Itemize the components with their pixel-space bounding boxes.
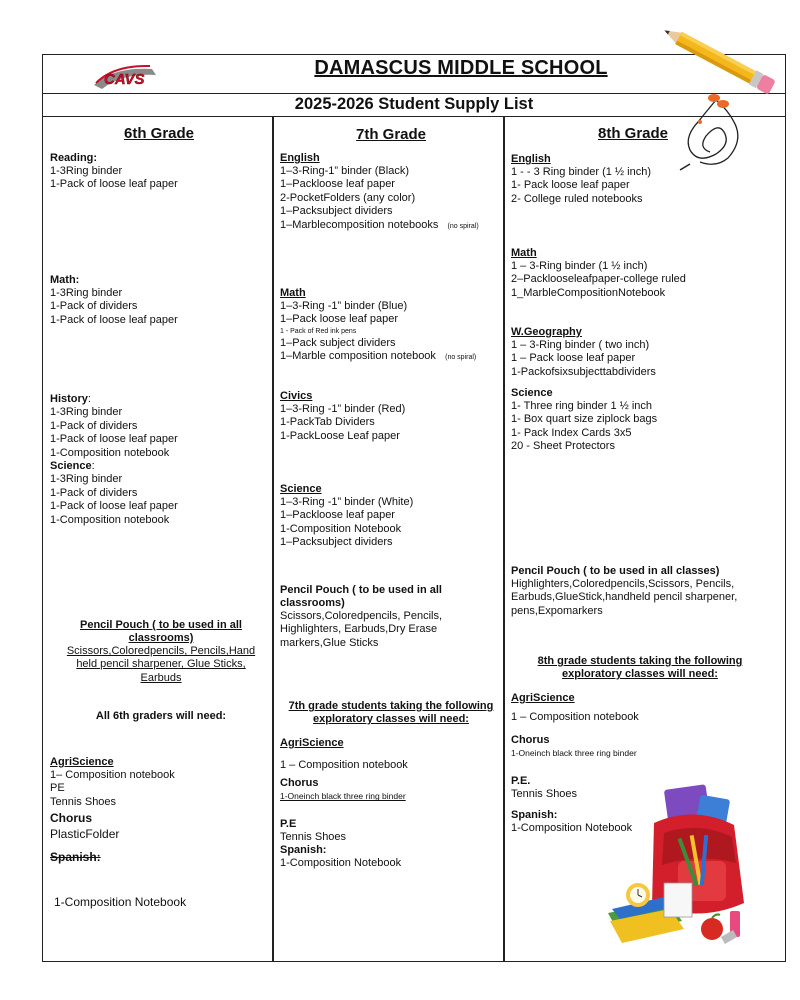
section-label: Math [280,287,306,299]
page-title: 2025-2026 Student Supply List [294,95,534,113]
grade8-heading: 8th Grade [597,125,669,142]
grade6-exploratory [50,756,272,864]
list-item: 1 – 3-Ring binder (1 ½ inch) [511,260,648,272]
list-item: Tennis Shoes [511,787,578,800]
grade7-english [280,152,502,233]
list-item: 2–Packlooseleafpaper-college ruled [511,273,686,286]
exploratory-text: 8th grade students taking the following exploratory classes will need: [537,655,743,680]
pouch-items: Scissors,Coloredpencils, Pencils, Highlighters, Earbuds,Dry Erase markers,Glue Sticks [280,610,443,649]
list-item: 1–3-Ring -1” binder (White) [280,496,414,508]
list-item: 1-Composition notebook [50,446,170,459]
list-item: 1–Packsubject dividers [280,205,393,218]
list-item: Tennis Shoes [50,795,117,808]
list-item: 1–Pack loose leaf paper [280,313,399,326]
list-item: 1-Oneinch black three ring binder [511,748,637,759]
list-item: 1–Marblecomposition notebooks [280,218,439,231]
list-item: 1-Composition Notebook [54,895,187,909]
list-item: 1-Composition Notebook [280,857,402,870]
list-item: 1 – Pack loose leaf paper [511,352,636,365]
grade6-all-need [50,710,272,723]
grade8-exploratory [511,692,781,836]
exploratory-text: 7th grade students taking the following exploratory classes will need: [288,700,494,725]
section-label: Spanish: [50,850,101,865]
grade6-pencil-pouch [50,619,272,685]
pouch-items: Highlighters,Coloredpencils,Scissors, Pencils, Earbuds,GlueStick,handheld pencil sharpener, pens,Expomarkers [511,578,738,617]
section-label: Spanish: [280,844,327,857]
pouch-items: Scissors,Coloredpencils, Pencils,Hand held pencil sharpener, Glue Sticks, Earbuds [66,645,256,684]
list-item: 1 – 3-Ring binder ( two inch) [511,339,650,351]
pouch-title: Pencil Pouch ( to be used in all classes) [511,565,720,577]
list-item: 1-Composition notebook [50,513,170,526]
grade6-spanish-item [54,896,276,909]
list-item: 1–3-Ring -1” binder (Blue) [280,300,408,312]
list-item: 1-Pack of loose leaf paper [50,178,178,191]
section-label: Chorus [280,777,319,790]
list-item: 1-Pack of loose leaf paper [50,313,178,326]
grade8-geography [511,326,781,379]
logo-text: CAVS [104,71,145,88]
grade7-math [280,287,502,365]
pouch-title: Pencil Pouch ( to be used in all classrooms) [80,619,242,644]
grade7-exploratory-note [280,700,502,726]
grade7-heading: 7th Grade [355,126,427,143]
grade8-exploratory-note [511,655,769,681]
list-item: PlasticFolder [50,827,120,842]
grade7-civics [280,390,502,443]
grade8-science [511,387,781,454]
all-need-text: All 6th graders will need: [95,710,227,722]
list-item: 1–3-Ring -1” binder (Red) [280,403,406,415]
grade6-history-science [50,393,272,527]
section-label: English [280,152,320,164]
school-name: DAMASCUS MIDDLE SCHOOL [314,57,608,79]
note: (no spiral) [445,354,477,362]
list-item: 1–3-Ring-1” binder (Black) [280,165,409,177]
section-label: W.Geography [511,326,582,338]
list-item: 1-Packofsixsubjecttabdividers [511,365,656,378]
list-item: 1- Pack loose leaf paper [511,179,630,192]
section-label: AgriScience [280,737,344,749]
subtitle-divider [42,116,786,117]
grade7-science [280,483,502,550]
section-label: English [511,153,551,165]
list-item: 1-3Ring binder [50,473,123,486]
grade7-exploratory [280,737,502,871]
list-item: 1–Marble composition notebook [280,350,436,363]
pouch-title: Pencil Pouch ( to be used in all classrooms) [280,584,442,609]
section-label: P.E. [511,774,531,787]
section-label: AgriScience [511,692,575,704]
section-label: Spanish: [511,809,558,822]
section-label: Science [50,460,92,473]
list-item: 1 – Composition notebook [280,759,408,771]
list-item: 1 - - 3 Ring binder (1 ½ inch) [511,166,652,178]
grade6-reading [50,152,272,192]
list-item: 1– Composition notebook [50,769,175,781]
list-item: 1–Pack subject dividers [280,336,396,349]
section-label: Civics [280,390,313,402]
note: (no spiral) [447,222,479,230]
section-label: Chorus [50,811,92,826]
section-label: Math [511,247,537,259]
section-label: Science [511,387,553,399]
list-item: 1-3Ring binder [50,165,123,177]
list-item: 1-PackTab Dividers [280,416,375,429]
list-item: 1-PackLoose Leaf paper [280,429,400,442]
list-item: 1-Pack of dividers [50,300,138,313]
list-item: 1-Composition Notebook [511,822,633,835]
list-item: 1 - Pack of Red ink pens [280,327,357,335]
list-item: 1-3Ring binder [50,406,123,419]
list-item: 1-Pack of dividers [50,419,138,432]
list-item: 1 – Composition notebook [511,711,639,723]
list-item: 2-PocketFolders (any color) [280,191,416,204]
list-item: 1–Packloose leaf paper [280,509,395,522]
list-item: 1–Packsubject dividers [280,536,393,549]
section-label: Math: [50,274,80,286]
grade8-english [511,153,781,206]
list-item: 1-Pack of loose leaf paper [50,500,178,513]
list-item: 1-Pack of loose leaf paper [50,433,178,446]
grade8-pencil-pouch [511,565,751,618]
column-divider-2 [503,116,505,962]
list-item: 1- Three ring binder 1 ½ inch [511,400,653,412]
section-label: History [50,393,88,405]
list-item: 2- College ruled notebooks [511,192,643,205]
list-item: 20 - Sheet Protectors [511,440,615,453]
column-divider-1 [272,116,274,962]
list-item: 1–Packloose leaf paper [280,178,395,191]
list-item: 1_MarbleCompositionNotebook [511,286,666,299]
list-item: 1-3Ring binder [50,287,123,299]
section-label: PE [50,782,65,795]
cavs-logo [92,63,158,98]
section-label: AgriScience [50,756,114,768]
grade8-math [511,247,781,300]
grade6-math [50,274,272,327]
grade6-heading: 6th Grade [123,125,195,142]
colon: : [91,460,95,473]
section-label: Reading: [50,152,98,164]
section-label: Science [280,483,322,495]
colon: : [87,393,91,405]
list-item: Tennis Shoes [280,830,347,843]
list-item: 1-Pack of dividers [50,486,138,499]
list-item: 1- Pack Index Cards 3x5 [511,426,632,439]
list-item: 1-Composition Notebook [280,522,402,535]
section-label: P.E [280,817,297,830]
list-item: 1- Box quart size ziplock bags [511,413,658,426]
grade7-pencil-pouch [280,584,460,650]
section-label: Chorus [511,734,550,747]
list-item: 1-Oneinch black three ring binder [280,791,406,802]
